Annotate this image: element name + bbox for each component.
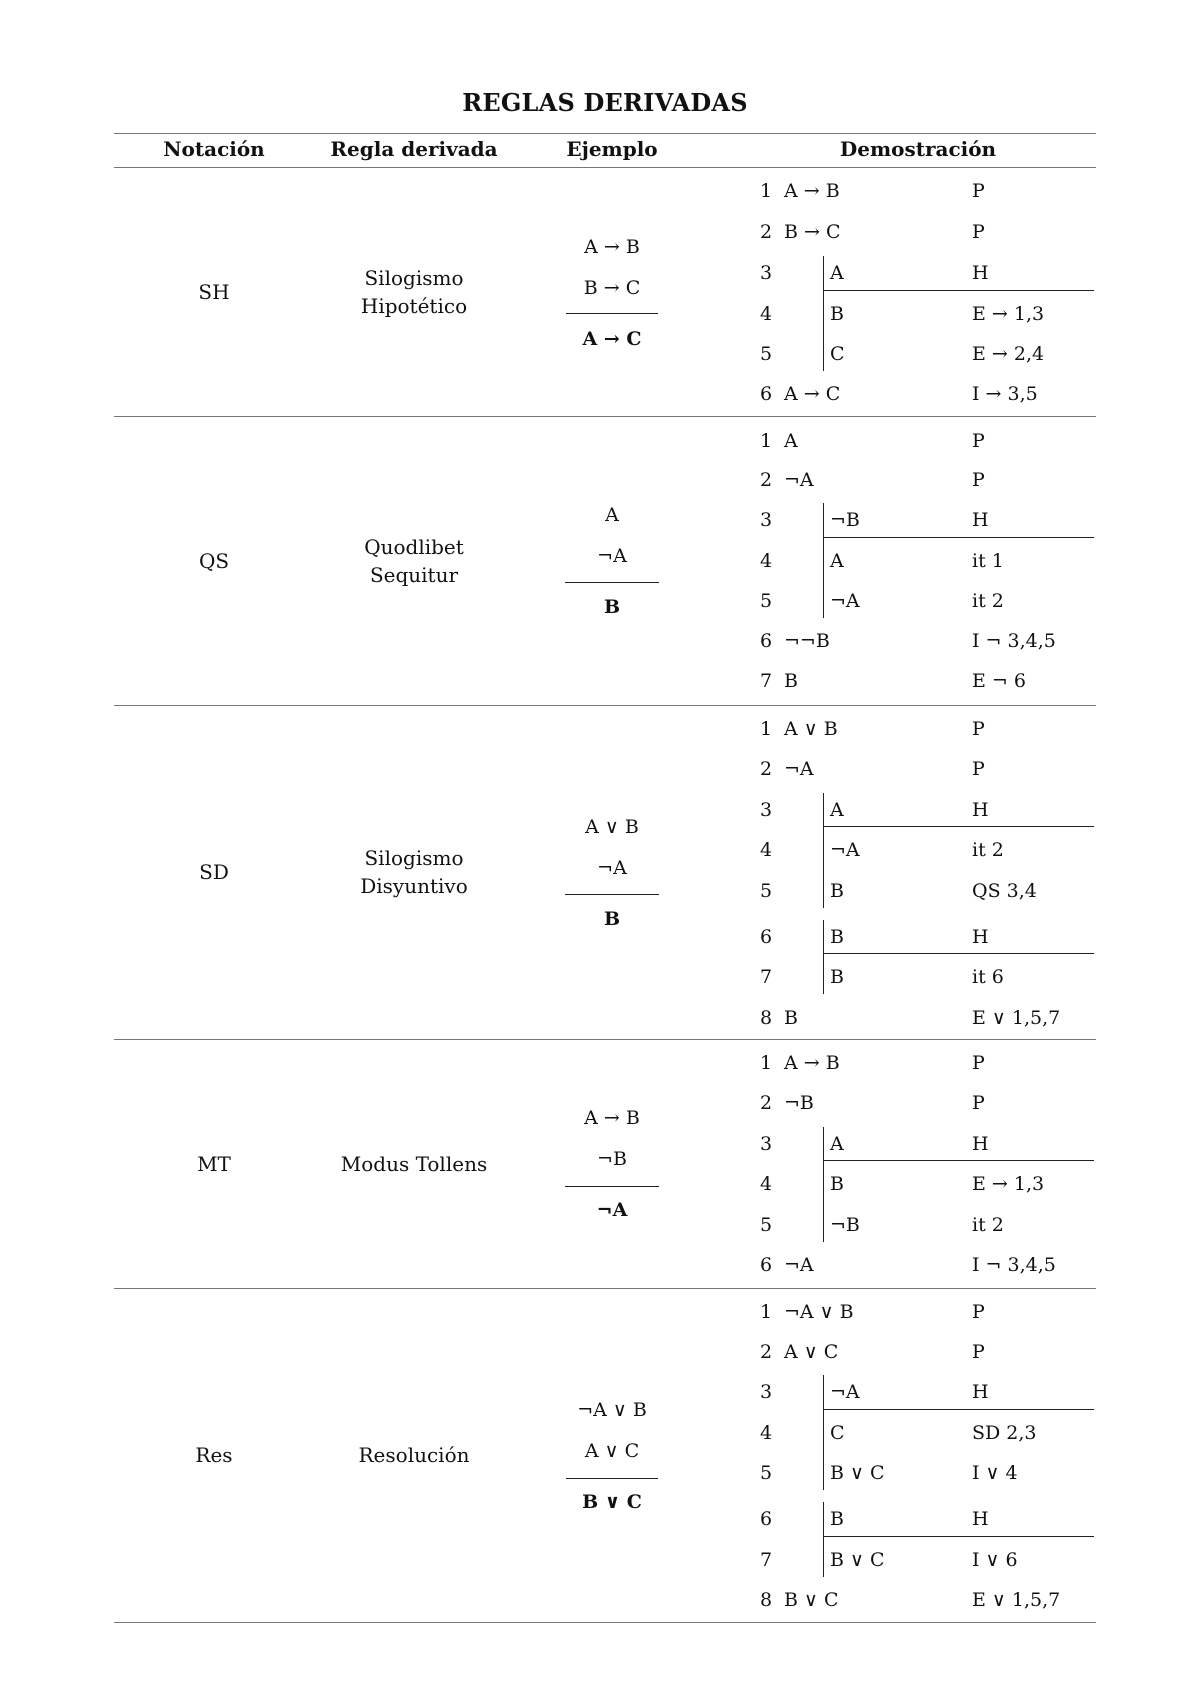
proof-step bbox=[0, 543, 1200, 579]
step-number: 3 bbox=[760, 1381, 773, 1403]
step-formula: ¬A bbox=[830, 839, 860, 861]
notation-cell: MT bbox=[197, 1151, 231, 1176]
step-formula: B ∨ C bbox=[830, 1462, 885, 1484]
step-formula: ¬A bbox=[784, 1254, 814, 1276]
rule-name-line: Disyuntivo bbox=[360, 874, 468, 898]
step-justification: it 6 bbox=[972, 966, 1004, 988]
proof-step bbox=[0, 873, 1200, 909]
step-justification: it 2 bbox=[972, 1214, 1004, 1236]
proof-step bbox=[0, 1166, 1200, 1202]
step-number: 6 bbox=[760, 1254, 773, 1276]
step-formula: A → C bbox=[784, 383, 841, 405]
step-formula: A bbox=[830, 550, 844, 572]
step-justification: it 2 bbox=[972, 839, 1004, 861]
step-justification: H bbox=[972, 1133, 989, 1155]
step-number: 5 bbox=[760, 590, 773, 612]
step-number: 6 bbox=[760, 630, 773, 652]
step-number: 5 bbox=[760, 343, 773, 365]
rule-name-line: Modus Tollens bbox=[340, 1151, 488, 1176]
step-formula: A bbox=[830, 799, 844, 821]
step-formula: B ∨ C bbox=[784, 1589, 839, 1611]
proof-step bbox=[0, 959, 1200, 995]
step-justification: I ∨ 6 bbox=[972, 1549, 1018, 1571]
example-premise: ¬A bbox=[597, 857, 627, 879]
example-conclusion: B ∨ C bbox=[582, 1491, 642, 1513]
step-number: 4 bbox=[760, 550, 773, 572]
step-number: 3 bbox=[760, 1133, 773, 1155]
step-formula: B bbox=[784, 670, 798, 692]
step-justification: H bbox=[972, 799, 989, 821]
step-formula: B bbox=[830, 303, 844, 325]
step-justification: P bbox=[972, 469, 985, 491]
step-justification: H bbox=[972, 926, 989, 948]
step-formula: B bbox=[830, 926, 844, 948]
rule-name-line: Silogismo bbox=[364, 846, 464, 870]
step-formula: C bbox=[830, 1422, 845, 1444]
step-justification: P bbox=[972, 1092, 985, 1114]
proof-step bbox=[0, 1455, 1200, 1491]
step-formula: B ∨ C bbox=[830, 1549, 885, 1571]
step-justification: H bbox=[972, 1508, 989, 1530]
step-formula: A bbox=[784, 430, 798, 452]
row-separator bbox=[114, 416, 1096, 417]
notation-cell: SD bbox=[199, 860, 229, 884]
proof-step bbox=[0, 1126, 1200, 1162]
step-justification: QS 3,4 bbox=[972, 880, 1037, 902]
proof-step bbox=[0, 1501, 1200, 1537]
step-number: 1 bbox=[760, 718, 773, 740]
step-number: 7 bbox=[760, 1549, 773, 1571]
example-premise: ¬A bbox=[597, 545, 627, 567]
hypothesis-bar bbox=[823, 537, 1094, 538]
rule-name-line: Quodlibet bbox=[364, 534, 464, 559]
step-number: 3 bbox=[760, 799, 773, 821]
step-justification: P bbox=[972, 1052, 985, 1074]
row-separator bbox=[114, 1039, 1096, 1040]
proof-step bbox=[0, 663, 1200, 699]
proof-step bbox=[0, 1045, 1200, 1081]
step-justification: it 1 bbox=[972, 550, 1004, 572]
step-justification: E → 1,3 bbox=[972, 1173, 1045, 1195]
subproof-scope-line bbox=[823, 1375, 824, 1490]
example-premise: B → C bbox=[583, 277, 641, 299]
proof-step bbox=[0, 711, 1200, 747]
step-formula: ¬A bbox=[830, 590, 860, 612]
step-justification: I → 3,5 bbox=[972, 383, 1038, 405]
example-conclusion: A → C bbox=[582, 328, 642, 350]
step-justification: H bbox=[972, 262, 989, 284]
step-justification: I ∨ 4 bbox=[972, 1462, 1018, 1484]
proof-step bbox=[0, 1247, 1200, 1283]
header-example: Ejemplo bbox=[566, 137, 658, 161]
step-justification: P bbox=[972, 1341, 985, 1363]
step-formula: ¬A ∨ B bbox=[784, 1301, 854, 1323]
proof-step bbox=[0, 1542, 1200, 1578]
step-number: 4 bbox=[760, 303, 773, 325]
step-justification: I ¬ 3,4,5 bbox=[972, 1254, 1056, 1276]
step-formula: C bbox=[830, 343, 845, 365]
row-separator bbox=[114, 1622, 1096, 1623]
notation-cell: QS bbox=[198, 548, 230, 573]
step-number: 2 bbox=[760, 221, 773, 243]
step-justification: E ∨ 1,5,7 bbox=[972, 1007, 1061, 1029]
header-top-rule bbox=[114, 133, 1096, 134]
step-justification: P bbox=[972, 180, 985, 202]
step-formula: B bbox=[830, 966, 844, 988]
step-formula: ¬B bbox=[830, 1214, 860, 1236]
step-number: 2 bbox=[760, 469, 773, 491]
step-formula: ¬A bbox=[830, 1381, 860, 1403]
rule-name-line: Sequitur bbox=[369, 562, 459, 587]
example-premise: A bbox=[605, 504, 619, 526]
step-number: 7 bbox=[760, 670, 773, 692]
proof-step bbox=[0, 1374, 1200, 1410]
step-justification: P bbox=[972, 430, 985, 452]
step-number: 8 bbox=[760, 1589, 773, 1611]
hypothesis-bar bbox=[823, 826, 1094, 827]
proof-step bbox=[0, 1294, 1200, 1330]
step-number: 5 bbox=[760, 1462, 773, 1484]
step-justification: H bbox=[972, 509, 989, 531]
proof-step bbox=[0, 1582, 1200, 1618]
step-formula: A ∨ C bbox=[784, 1341, 839, 1363]
row-separator bbox=[114, 705, 1096, 706]
step-number: 7 bbox=[760, 966, 773, 988]
proof-step bbox=[0, 336, 1200, 372]
step-number: 5 bbox=[760, 1214, 773, 1236]
proof-step bbox=[0, 502, 1200, 538]
step-justification: E → 2,4 bbox=[972, 343, 1045, 365]
proof-step bbox=[0, 623, 1200, 659]
step-justification: H bbox=[972, 1381, 989, 1403]
example-premise: A → B bbox=[584, 236, 640, 258]
step-number: 1 bbox=[760, 1052, 773, 1074]
proof-step bbox=[0, 1085, 1200, 1121]
step-formula: A ∨ B bbox=[784, 718, 838, 740]
rule-name-line: Silogismo bbox=[364, 265, 464, 290]
hypothesis-bar bbox=[823, 1160, 1094, 1161]
step-number: 2 bbox=[760, 1341, 773, 1363]
subproof-scope-line bbox=[823, 1502, 824, 1577]
step-number: 3 bbox=[760, 262, 773, 284]
hypothesis-bar bbox=[823, 953, 1094, 954]
step-number: 2 bbox=[760, 1092, 773, 1114]
subproof-scope-line bbox=[823, 503, 824, 618]
step-formula: A bbox=[830, 262, 844, 284]
example-conclusion: B bbox=[603, 596, 621, 618]
step-justification: E → 1,3 bbox=[972, 303, 1045, 325]
example-conclusion: ¬A bbox=[596, 1199, 628, 1221]
rule-name-line: Resolución bbox=[358, 1443, 470, 1467]
step-formula: ¬¬B bbox=[784, 630, 830, 652]
step-number: 3 bbox=[760, 509, 773, 531]
proof-step bbox=[0, 751, 1200, 787]
step-justification: P bbox=[972, 221, 985, 243]
step-number: 6 bbox=[760, 926, 773, 948]
row-separator bbox=[114, 1288, 1096, 1289]
subproof-scope-line bbox=[823, 920, 824, 994]
proof-step bbox=[0, 583, 1200, 619]
subproof-scope-line bbox=[823, 793, 824, 908]
step-number: 1 bbox=[760, 180, 773, 202]
step-number: 6 bbox=[760, 1508, 773, 1530]
step-formula: ¬B bbox=[830, 509, 860, 531]
proof-step bbox=[0, 832, 1200, 868]
hypothesis-bar bbox=[823, 1536, 1094, 1537]
proof-step bbox=[0, 423, 1200, 459]
proof-step bbox=[0, 462, 1200, 498]
subproof-scope-line bbox=[823, 256, 824, 371]
proof-step bbox=[0, 1000, 1200, 1036]
proof-step bbox=[0, 255, 1200, 291]
document-title: REGLAS DERIVADAS bbox=[462, 88, 748, 117]
step-justification: it 2 bbox=[972, 590, 1004, 612]
step-justification: I ¬ 3,4,5 bbox=[972, 630, 1056, 652]
proof-step bbox=[0, 376, 1200, 412]
step-justification: P bbox=[972, 718, 985, 740]
step-number: 6 bbox=[760, 383, 773, 405]
step-number: 8 bbox=[760, 1007, 773, 1029]
step-justification: P bbox=[972, 1301, 985, 1323]
hypothesis-bar bbox=[823, 1409, 1094, 1410]
step-formula: ¬B bbox=[784, 1092, 814, 1114]
example-premise: ¬B bbox=[597, 1148, 627, 1170]
step-formula: B bbox=[830, 1173, 844, 1195]
proof-step bbox=[0, 214, 1200, 250]
proof-step bbox=[0, 792, 1200, 828]
step-formula: B bbox=[784, 1007, 798, 1029]
header-proof: Demostración bbox=[839, 137, 997, 161]
step-formula: A → B bbox=[784, 180, 840, 202]
notation-cell: Res bbox=[195, 1443, 233, 1467]
step-number: 5 bbox=[760, 880, 773, 902]
step-number: 2 bbox=[760, 758, 773, 780]
step-formula: ¬A bbox=[784, 758, 814, 780]
step-formula: B → C bbox=[784, 221, 841, 243]
step-number: 4 bbox=[760, 1173, 773, 1195]
step-formula: ¬A bbox=[784, 469, 814, 491]
proof-step bbox=[0, 1207, 1200, 1243]
step-number: 4 bbox=[760, 1422, 773, 1444]
proof-step bbox=[0, 296, 1200, 332]
example-conclusion: B bbox=[603, 908, 621, 930]
hypothesis-bar bbox=[823, 290, 1094, 291]
step-justification: E ∨ 1,5,7 bbox=[972, 1589, 1061, 1611]
example-premise: ¬A ∨ B bbox=[577, 1399, 647, 1421]
proof-step bbox=[0, 919, 1200, 955]
step-justification: P bbox=[972, 758, 985, 780]
step-number: 1 bbox=[760, 430, 773, 452]
step-number: 4 bbox=[760, 839, 773, 861]
example-premise: A → B bbox=[584, 1107, 640, 1129]
header-rule: Regla derivada bbox=[330, 137, 498, 161]
subproof-scope-line bbox=[823, 1127, 824, 1242]
example-premise: A ∨ C bbox=[584, 1440, 640, 1462]
step-justification: E ¬ 6 bbox=[972, 670, 1026, 692]
step-formula: A bbox=[830, 1133, 844, 1155]
step-formula: B bbox=[830, 1508, 844, 1530]
step-justification: SD 2,3 bbox=[972, 1422, 1037, 1444]
step-formula: A → B bbox=[784, 1052, 840, 1074]
rule-name-line: Hipotético bbox=[360, 293, 468, 318]
proof-step bbox=[0, 1415, 1200, 1451]
header-notation: Notación bbox=[163, 137, 265, 161]
step-formula: B bbox=[830, 880, 844, 902]
notation-cell: SH bbox=[198, 279, 230, 304]
proof-step bbox=[0, 1334, 1200, 1370]
proof-step bbox=[0, 173, 1200, 209]
step-number: 1 bbox=[760, 1301, 773, 1323]
header-bottom-rule bbox=[114, 167, 1096, 168]
example-premise: A ∨ B bbox=[585, 816, 639, 838]
